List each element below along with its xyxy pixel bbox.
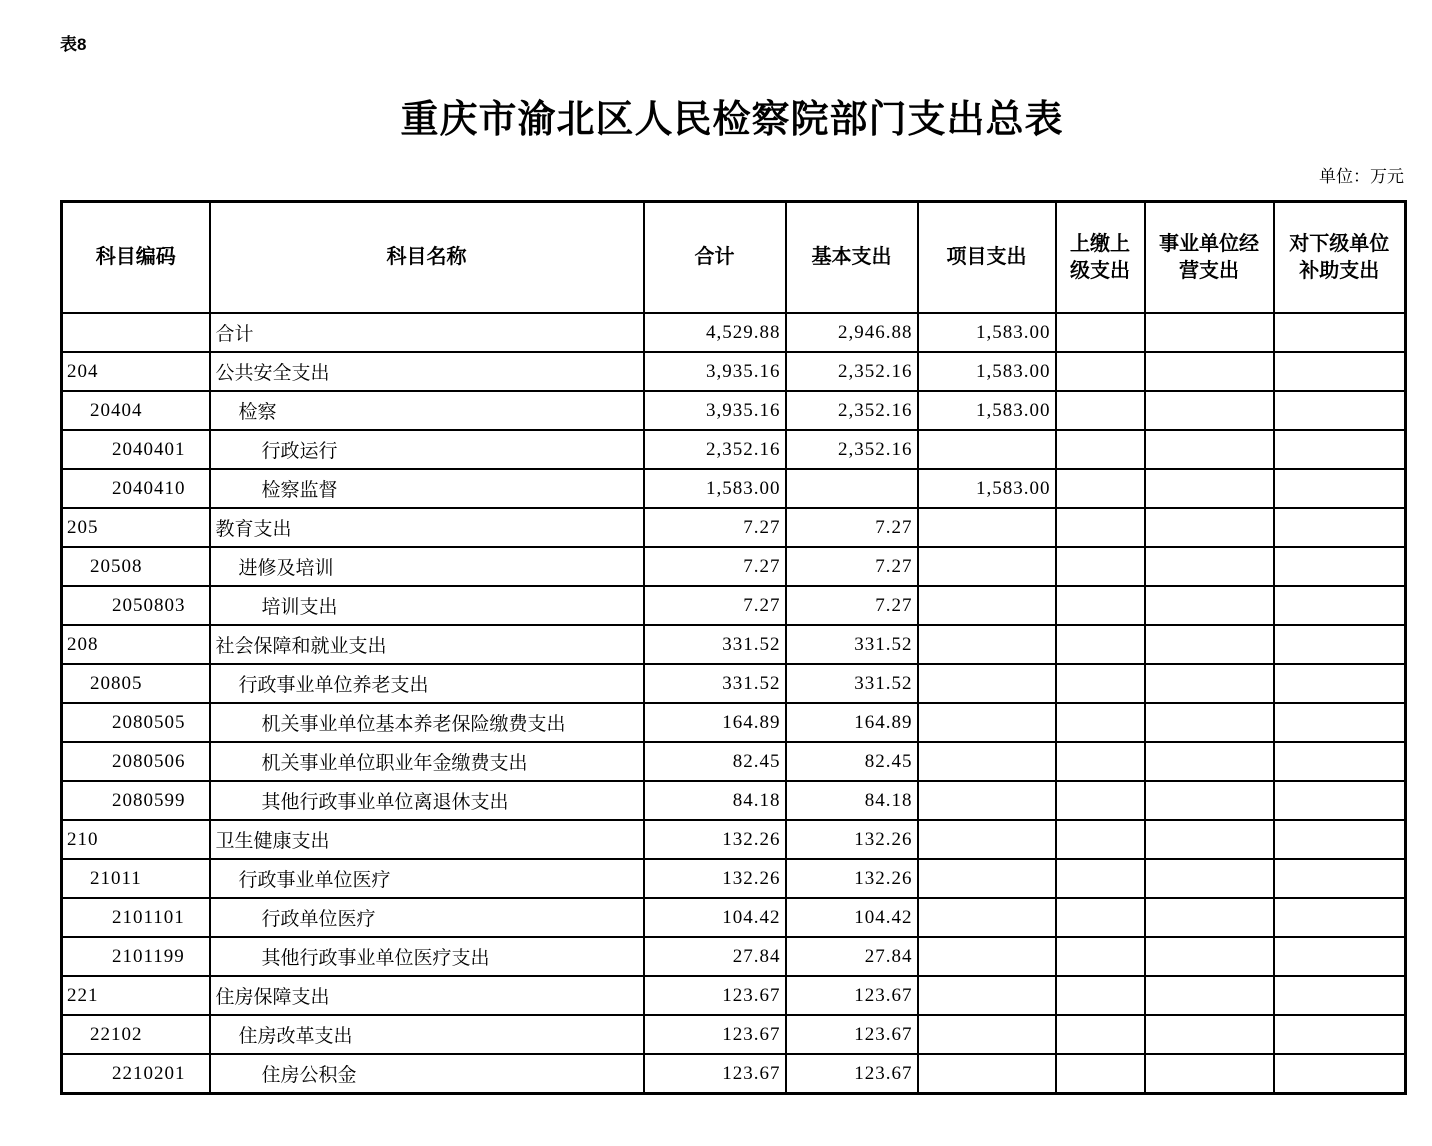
cell-subject-code: 20508: [62, 547, 210, 586]
cell-basic: 27.84: [786, 937, 918, 976]
table-row: [62, 1015, 1406, 1054]
cell-business-unit: [1145, 625, 1274, 664]
cell-subsidy-lower: [1274, 976, 1406, 1015]
cell-subsidy-lower: [1274, 430, 1406, 469]
cell-project: [918, 1015, 1056, 1054]
cell-basic: 2,352.16: [786, 391, 918, 430]
cell-project: [918, 430, 1056, 469]
cell-business-unit: [1145, 820, 1274, 859]
cell-business-unit: [1145, 586, 1274, 625]
cell-total: 123.67: [644, 976, 786, 1015]
cell-subject-code: 2080599: [62, 781, 210, 820]
cell-subject-code: 2210201: [62, 1054, 210, 1094]
cell-business-unit: [1145, 469, 1274, 508]
cell-basic: 2,352.16: [786, 352, 918, 391]
cell-business-unit: [1145, 859, 1274, 898]
cell-project: [918, 586, 1056, 625]
cell-project: [918, 625, 1056, 664]
cell-upper-level: [1056, 742, 1145, 781]
cell-subject-code: 2040410: [62, 469, 210, 508]
cell-upper-level: [1056, 781, 1145, 820]
cell-basic: [786, 469, 918, 508]
cell-subsidy-lower: [1274, 781, 1406, 820]
table-row: [62, 898, 1406, 937]
cell-basic: 123.67: [786, 1015, 918, 1054]
cell-project: [918, 781, 1056, 820]
table-row: [62, 820, 1406, 859]
cell-subsidy-lower: [1274, 469, 1406, 508]
table-number-label: 表8: [60, 35, 87, 54]
cell-upper-level: [1056, 859, 1145, 898]
cell-business-unit: [1145, 1015, 1274, 1054]
cell-basic: 2,946.88: [786, 313, 918, 352]
col-header-upper-level: 上缴上级支出: [1056, 202, 1145, 314]
cell-upper-level: [1056, 1015, 1145, 1054]
cell-upper-level: [1056, 820, 1145, 859]
cell-subject-name: 行政事业单位医疗: [210, 859, 644, 898]
cell-total: 104.42: [644, 898, 786, 937]
cell-subject-name: 社会保障和就业支出: [210, 625, 644, 664]
table-row: [62, 391, 1406, 430]
cell-subsidy-lower: [1274, 586, 1406, 625]
cell-basic: 104.42: [786, 898, 918, 937]
cell-basic: 123.67: [786, 976, 918, 1015]
table-row: [62, 547, 1406, 586]
cell-subject-code: 2080506: [62, 742, 210, 781]
table-row: [62, 352, 1406, 391]
cell-project: [918, 664, 1056, 703]
cell-upper-level: [1056, 313, 1145, 352]
cell-basic: 132.26: [786, 820, 918, 859]
cell-subject-name: 卫生健康支出: [210, 820, 644, 859]
cell-basic: 132.26: [786, 859, 918, 898]
cell-basic: 331.52: [786, 664, 918, 703]
cell-basic: 164.89: [786, 703, 918, 742]
cell-subsidy-lower: [1274, 1054, 1406, 1094]
cell-subject-name: 住房公积金: [210, 1054, 644, 1094]
cell-subject-name: 进修及培训: [210, 547, 644, 586]
table-row: [62, 1054, 1406, 1094]
cell-business-unit: [1145, 703, 1274, 742]
cell-subject-name: 机关事业单位基本养老保险缴费支出: [210, 703, 644, 742]
cell-business-unit: [1145, 508, 1274, 547]
cell-subsidy-lower: [1274, 352, 1406, 391]
cell-subject-code: 210: [62, 820, 210, 859]
table-row: [62, 976, 1406, 1015]
cell-project: [918, 508, 1056, 547]
cell-subject-code: 2040401: [62, 430, 210, 469]
col-header-subject-name: 科目名称: [210, 202, 644, 314]
cell-upper-level: [1056, 976, 1145, 1015]
table-row: [62, 703, 1406, 742]
table-header-row: [62, 202, 1406, 314]
col-header-project: 项目支出: [918, 202, 1056, 314]
cell-total: 4,529.88: [644, 313, 786, 352]
cell-subject-code: 204: [62, 352, 210, 391]
cell-business-unit: [1145, 1054, 1274, 1094]
cell-subsidy-lower: [1274, 664, 1406, 703]
col-header-basic: 基本支出: [786, 202, 918, 314]
table-row: [62, 859, 1406, 898]
cell-total: 123.67: [644, 1015, 786, 1054]
table-row: [62, 469, 1406, 508]
cell-upper-level: [1056, 430, 1145, 469]
cell-business-unit: [1145, 742, 1274, 781]
cell-basic: 84.18: [786, 781, 918, 820]
cell-total: 164.89: [644, 703, 786, 742]
cell-basic: 7.27: [786, 508, 918, 547]
cell-total: 27.84: [644, 937, 786, 976]
table-row: [62, 625, 1406, 664]
cell-subject-name: 住房保障支出: [210, 976, 644, 1015]
table-row: [62, 430, 1406, 469]
cell-total: 331.52: [644, 664, 786, 703]
cell-upper-level: [1056, 547, 1145, 586]
cell-total: 132.26: [644, 820, 786, 859]
cell-subject-name: 其他行政事业单位离退休支出: [210, 781, 644, 820]
cell-subsidy-lower: [1274, 313, 1406, 352]
cell-business-unit: [1145, 976, 1274, 1015]
cell-business-unit: [1145, 898, 1274, 937]
cell-total: 2,352.16: [644, 430, 786, 469]
cell-upper-level: [1056, 664, 1145, 703]
cell-project: 1,583.00: [918, 391, 1056, 430]
cell-upper-level: [1056, 586, 1145, 625]
cell-basic: 123.67: [786, 1054, 918, 1094]
cell-project: [918, 859, 1056, 898]
cell-project: [918, 1054, 1056, 1094]
cell-business-unit: [1145, 664, 1274, 703]
cell-subject-name: 住房改革支出: [210, 1015, 644, 1054]
cell-project: [918, 703, 1056, 742]
cell-upper-level: [1056, 469, 1145, 508]
cell-total: 3,935.16: [644, 391, 786, 430]
cell-total: 1,583.00: [644, 469, 786, 508]
cell-subsidy-lower: [1274, 820, 1406, 859]
cell-project: [918, 976, 1056, 1015]
cell-subject-name: 检察监督: [210, 469, 644, 508]
table-body: [62, 313, 1406, 1094]
cell-business-unit: [1145, 313, 1274, 352]
cell-business-unit: [1145, 937, 1274, 976]
cell-total: 7.27: [644, 586, 786, 625]
cell-subsidy-lower: [1274, 625, 1406, 664]
cell-project: 1,583.00: [918, 469, 1056, 508]
cell-basic: 331.52: [786, 625, 918, 664]
cell-subject-code: 2101101: [62, 898, 210, 937]
cell-subsidy-lower: [1274, 742, 1406, 781]
cell-upper-level: [1056, 508, 1145, 547]
cell-total: 132.26: [644, 859, 786, 898]
col-header-subject-code: 科目编码: [62, 202, 210, 314]
cell-project: [918, 820, 1056, 859]
cell-total: 82.45: [644, 742, 786, 781]
cell-subject-name: 机关事业单位职业年金缴费支出: [210, 742, 644, 781]
cell-subsidy-lower: [1274, 859, 1406, 898]
cell-upper-level: [1056, 703, 1145, 742]
cell-subject-code: 21011: [62, 859, 210, 898]
cell-subject-name: 合计: [210, 313, 644, 352]
cell-upper-level: [1056, 625, 1145, 664]
cell-subject-code: 22102: [62, 1015, 210, 1054]
cell-basic: 7.27: [786, 586, 918, 625]
cell-upper-level: [1056, 352, 1145, 391]
cell-upper-level: [1056, 898, 1145, 937]
cell-subject-code: 2050803: [62, 586, 210, 625]
cell-upper-level: [1056, 937, 1145, 976]
cell-subject-code: 2080505: [62, 703, 210, 742]
cell-subsidy-lower: [1274, 1015, 1406, 1054]
cell-project: [918, 742, 1056, 781]
cell-subject-code: 2101199: [62, 937, 210, 976]
cell-project: [918, 547, 1056, 586]
cell-business-unit: [1145, 430, 1274, 469]
cell-basic: 82.45: [786, 742, 918, 781]
cell-total: 3,935.16: [644, 352, 786, 391]
table-row: [62, 586, 1406, 625]
table-row: [62, 508, 1406, 547]
cell-basic: 2,352.16: [786, 430, 918, 469]
table-row: [62, 664, 1406, 703]
cell-subject-code: 208: [62, 625, 210, 664]
cell-project: [918, 898, 1056, 937]
cell-project: [918, 937, 1056, 976]
cell-subsidy-lower: [1274, 703, 1406, 742]
cell-basic: 7.27: [786, 547, 918, 586]
cell-subject-name: 行政事业单位养老支出: [210, 664, 644, 703]
col-header-business-unit: 事业单位经营支出: [1145, 202, 1274, 314]
cell-business-unit: [1145, 391, 1274, 430]
table-row: [62, 781, 1406, 820]
cell-subsidy-lower: [1274, 937, 1406, 976]
cell-subject-code: 205: [62, 508, 210, 547]
cell-project: 1,583.00: [918, 313, 1056, 352]
cell-subject-name: 行政单位医疗: [210, 898, 644, 937]
cell-business-unit: [1145, 547, 1274, 586]
table-row: [62, 742, 1406, 781]
cell-project: 1,583.00: [918, 352, 1056, 391]
table-row: [62, 313, 1406, 352]
table-row: [62, 937, 1406, 976]
col-header-subsidy-lower: 对下级单位补助支出: [1274, 202, 1406, 314]
unit-note: 单位：万元: [1319, 167, 1404, 186]
cell-total: 123.67: [644, 1054, 786, 1094]
cell-subject-name: 其他行政事业单位医疗支出: [210, 937, 644, 976]
cell-subject-name: 培训支出: [210, 586, 644, 625]
expenditure-table: [60, 200, 1407, 1095]
cell-total: 7.27: [644, 547, 786, 586]
cell-subsidy-lower: [1274, 898, 1406, 937]
page-title: 重庆市渝北区人民检察院部门支出总表: [400, 99, 1064, 141]
col-header-total: 合计: [644, 202, 786, 314]
cell-subsidy-lower: [1274, 508, 1406, 547]
cell-upper-level: [1056, 1054, 1145, 1094]
cell-subject-code: 221: [62, 976, 210, 1015]
cell-subject-name: 公共安全支出: [210, 352, 644, 391]
cell-business-unit: [1145, 352, 1274, 391]
cell-total: 84.18: [644, 781, 786, 820]
cell-subject-name: 行政运行: [210, 430, 644, 469]
cell-subject-name: 检察: [210, 391, 644, 430]
cell-subject-code: 20805: [62, 664, 210, 703]
cell-subject-code: [62, 313, 210, 352]
cell-subsidy-lower: [1274, 547, 1406, 586]
cell-total: 331.52: [644, 625, 786, 664]
cell-total: 7.27: [644, 508, 786, 547]
cell-subject-code: 20404: [62, 391, 210, 430]
cell-business-unit: [1145, 781, 1274, 820]
cell-subsidy-lower: [1274, 391, 1406, 430]
cell-subject-name: 教育支出: [210, 508, 644, 547]
cell-upper-level: [1056, 391, 1145, 430]
